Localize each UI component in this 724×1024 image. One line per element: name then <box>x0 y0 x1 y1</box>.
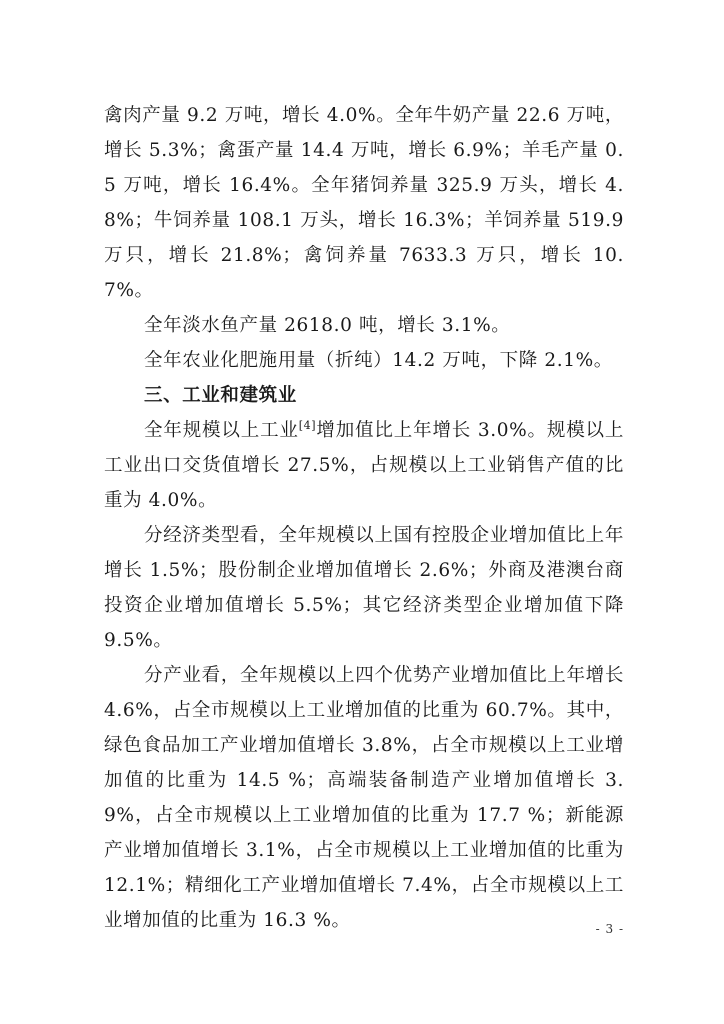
footnote-reference[interactable]: [4] <box>298 418 317 432</box>
page-number: - 3 - <box>595 922 624 936</box>
paragraph-economic-type: 分经济类型看，全年规模以上国有控股企业增加值比上年增长 1.5%；股份制企业增加值增长 2.6%；外商及港澳台商投资企业增加值增长 5.5%；其它经济类型企业增加值下降 9.5%。 <box>104 525 624 651</box>
paragraph-industry-intro <box>104 413 624 518</box>
document-body <box>104 98 624 938</box>
paragraph-fertilizer: 全年农业化肥施用量（折纯）14.2 万吨，下降 2.1%。 <box>144 350 613 371</box>
paragraph-industry-sectors: 分产业看，全年规模以上四个优势产业增加值比上年增长 4.6%，占全市规模以上工业增加值的比重为 60.7%。其中，绿色食品加工产业增加值增长 3.8%，占全市规模以上工业增加值的比重为 14.5 %；高端装备制造产业增加值增长 3.9%，占全市规模以上工业增加值的比重为 17.7 %；新能源产业增加值增长 3.1%，占全市规模以上工业增加值的比重为 12.1%；精细化工产业增加值增长 7.4%，占全市规模以上工业增加值的比重为 16.3 %。 <box>104 665 624 931</box>
paragraph-freshwater-fish: 全年淡水鱼产量 2618.0 吨，增长 3.1%。 <box>144 315 511 336</box>
industry-intro-text-end: 增加值比上年增长 3.0%。规模以上工业出口交货值增长 27.5%，占规模以上工业销售产值的比重为 4.0%。 <box>104 420 624 511</box>
industry-intro-text-start: 全年规模以上工业 <box>144 420 299 441</box>
paragraph-livestock: 禽肉产量 9.2 万吨，增长 4.0%。全年牛奶产量 22.6 万吨，增长 5.3%；禽蛋产量 14.4 万吨，增长 6.9%；羊毛产量 0.5 万吨，增长 16.4%。全年猪饲养量 325.9 万头，增长 4.8%；牛饲养量 108.1 万头，增长 16.3%；羊饲养量 519.9 万只，增长 21.8%；禽饲养量 7633.3 万只，增长 10.7%。 <box>104 105 624 301</box>
section-heading-industry: 三、工业和建筑业 <box>144 385 297 406</box>
